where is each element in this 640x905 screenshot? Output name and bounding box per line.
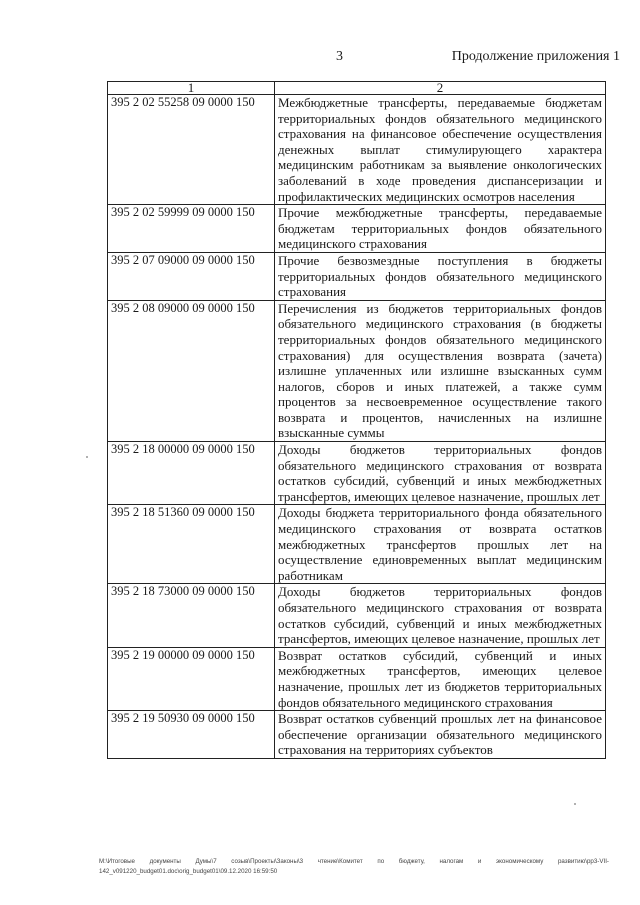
table-row (108, 711, 606, 759)
table-row (108, 300, 606, 441)
document-file-path: M:\Итоговые документы Думы\7 созыв\Проекты\Законы\3 чтение\Комитет по бюджету, налогам и экономическому развитию\pp3-VII-142_v091220_budget01.doc\orig_budget01\09.12.2020 16:59:50 (99, 858, 609, 875)
budget-code: 395 2 19 00000 09 0000 150 (108, 647, 275, 710)
table-row (108, 252, 606, 300)
income-description: Прочие безвозмездные поступления в бюджеты территориальных фондов обязательного медицинского страхования (275, 252, 606, 300)
table-header-row (108, 82, 606, 95)
budget-code: 395 2 07 09000 09 0000 150 (108, 252, 275, 300)
table-row (108, 505, 606, 584)
budget-code: 395 2 18 00000 09 0000 150 (108, 442, 275, 505)
budget-code: 395 2 02 59999 09 0000 150 (108, 205, 275, 253)
scan-speck (574, 803, 576, 805)
table-row (108, 647, 606, 710)
column-number-1: 1 (108, 82, 275, 95)
table-row (108, 584, 606, 647)
income-description: Возврат остатков субвенций прошлых лет на финансовое обеспечение организации обязательного медицинского страхования на территориях субъектов (275, 711, 606, 759)
budget-code: 395 2 02 55258 09 0000 150 (108, 95, 275, 205)
budget-code: 395 2 19 50930 09 0000 150 (108, 711, 275, 759)
income-description: Межбюджетные трансферты, передаваемые бюджетам территориальных фондов обязательного медицинского страхования на финансовое обеспечение осуществления денежных выплат стимулирующего характера медицинским работникам за выявление онкологических заболеваний в ходе проведения диспансеризации и профилактических медицинских осмотров населения (275, 95, 606, 205)
scan-speck (86, 456, 88, 458)
page-number: 3 (336, 49, 343, 64)
budget-code: 395 2 18 73000 09 0000 150 (108, 584, 275, 647)
table-row (108, 442, 606, 505)
income-codes-table (107, 81, 606, 759)
income-description: Доходы бюджетов территориальных фондов обязательного медицинского страхования от возврата остатков субсидий, субвенций и иных межбюджетных трансфертов, имеющих целевое назначение, прошлых лет (275, 442, 606, 505)
budget-code: 395 2 18 51360 09 0000 150 (108, 505, 275, 584)
income-description: Возврат остатков субсидий, субвенций и иных межбюджетных трансфертов, имеющих целевое назначение, прошлых лет из бюджетов территориальных фондов обязательного медицинского страхования (275, 647, 606, 710)
income-description: Перечисления из бюджетов территориальных фондов обязательного медицинского страхования (в бюджеты территориальных фондов обязательного медицинского страхования) для осуществления возврата (зачета) излишне уплаченных или излишне взысканных сумм налогов, сборов и иных платежей, а также сумм процентов за несвоевременное осуществление такого возврата и процентов, начисленных на излишне взысканные суммы (275, 300, 606, 441)
income-description: Доходы бюджетов территориальных фондов обязательного медицинского страхования от возврата остатков субсидий, субвенций и иных межбюджетных трансфертов, имеющих целевое назначение, прошлых лет (275, 584, 606, 647)
appendix-continuation-label: Продолжение приложения 1 (451, 49, 620, 64)
table-row (108, 205, 606, 253)
budget-code: 395 2 08 09000 09 0000 150 (108, 300, 275, 441)
table-row (108, 95, 606, 205)
column-number-2: 2 (275, 82, 606, 95)
income-description: Прочие межбюджетные трансферты, передаваемые бюджетам территориальных фондов обязательного медицинского страхования (275, 205, 606, 253)
income-description: Доходы бюджета территориального фонда обязательного медицинского страхования от возврата остатков межбюджетных трансфертов прошлых лет на осуществление единовременных выплат медицинским работникам (275, 505, 606, 584)
